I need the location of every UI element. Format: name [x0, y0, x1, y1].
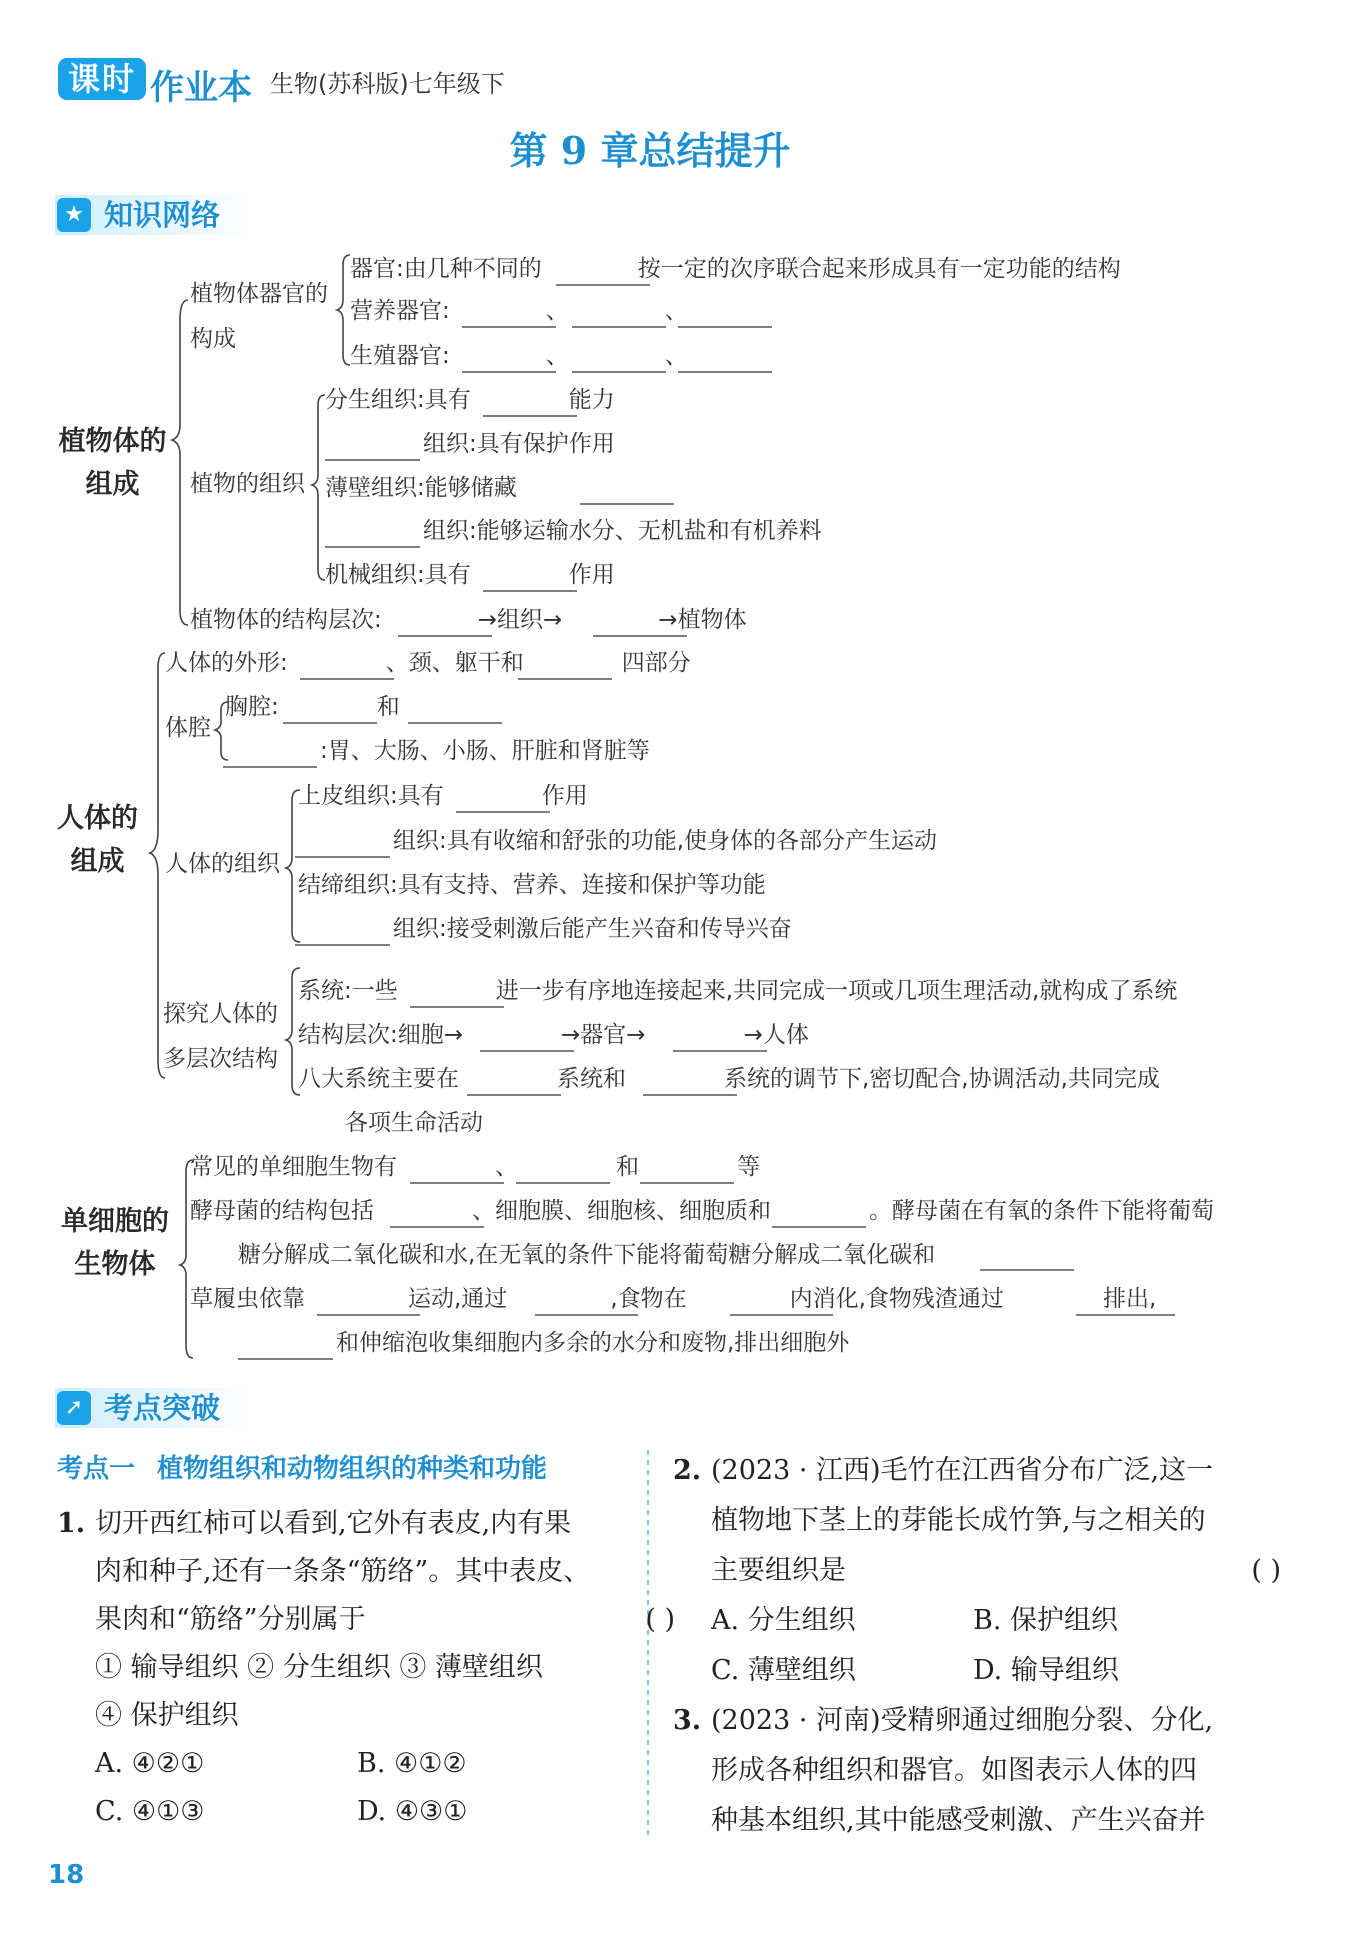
hlevels-text3: →人体: [743, 1022, 809, 1048]
explore-line1: 探究人体的: [163, 1001, 278, 1027]
levels-text: 植物体的结构层次:: [190, 607, 382, 633]
abdominal-cavity: :胃、大肠、小肠、肝脏和肾脏等: [320, 738, 650, 764]
q1-stem-line2: 肉和种子,还有一条条“筋络”。其中表皮、: [95, 1556, 591, 1587]
rep-organ-label: 生殖器官:: [350, 343, 450, 369]
parenchyma-item: 薄壁组织:能够储藏: [325, 475, 517, 501]
levels-text2: →组织→: [477, 607, 563, 633]
paramecium: [190, 1288, 1156, 1311]
subject-name: 生物(苏科版)七年级下: [270, 70, 505, 98]
q3-stem-line1: (2023 · 河南)受精卵通过细胞分裂、分化,: [711, 1705, 1214, 1736]
chapter-title: 第 9 章总结提升: [509, 128, 791, 173]
para-text2: 运动,通过: [408, 1286, 508, 1312]
human-title-line1: 人体的: [57, 803, 138, 834]
eight-systems: [298, 1068, 1160, 1091]
plant-tissue-label: 植物的组织: [190, 471, 305, 497]
q1-number: 1.: [57, 1508, 86, 1539]
human-composition-title: [45, 797, 150, 883]
separator: 、: [545, 298, 569, 324]
common-text2: 、: [495, 1154, 518, 1180]
separator: 、: [664, 298, 688, 324]
question-3: [673, 1696, 1213, 1846]
q2-stem-line2: 植物地下茎上的芽能长成竹笋,与之相关的: [711, 1505, 1206, 1536]
para-text4: 内消化,食物残渣通过: [789, 1286, 1004, 1312]
hlevels-text: 结构层次:细胞→: [298, 1022, 464, 1048]
human-levels: [298, 1024, 809, 1047]
shape-text2: 、颈、躯干和: [385, 650, 524, 676]
kaodian-title: 植物组织和动物组织的种类和功能: [157, 1454, 548, 1484]
para-text5: 排出,: [1102, 1286, 1157, 1312]
q2-answer-blank[interactable]: ( ): [1251, 1555, 1281, 1586]
section-title-exam: 考点突破: [104, 1391, 221, 1425]
human-tissue-label: 人体的组织: [165, 851, 280, 877]
mechanical-item: [325, 564, 615, 587]
veg-organ-label: 营养器官:: [350, 298, 450, 324]
separator: 、: [664, 343, 688, 369]
eight-text2: 系统和: [557, 1066, 626, 1092]
mech-text2: 作用: [568, 562, 615, 588]
q2-option-d[interactable]: D. 输导组织: [973, 1655, 1119, 1686]
muscle-item: 组织:具有收缩和舒张的功能,使身体的各部分产生运动: [393, 828, 938, 854]
q3-stem-line2: 形成各种组织和器官。如图表示人体的四: [711, 1755, 1197, 1786]
q1-stem-line3: 果肉和“筋络”分别属于: [95, 1604, 366, 1635]
common-text: 常见的单细胞生物有: [190, 1154, 397, 1180]
paramecium-cont: 和伸缩泡收集细胞内多余的水分和废物,排出细胞外: [336, 1330, 850, 1356]
q2-number: 2.: [673, 1455, 702, 1486]
shape-text: 人体的外形:: [165, 650, 288, 676]
levels-text3: →植物体: [658, 607, 747, 633]
plant-levels: [190, 609, 747, 632]
question-1: [57, 1500, 675, 1836]
shape-text3: 四部分: [621, 650, 691, 676]
common-text4: 等: [737, 1154, 760, 1180]
q1-stem-line1: 切开西红柿可以看到,它外有表皮,内有果: [95, 1508, 572, 1539]
meristem-text: 分生组织:具有: [325, 387, 471, 413]
common-single-cell: [190, 1156, 760, 1179]
nerve-item: 组织:接受刺激后能产生兴奋和传导兴奋: [393, 916, 792, 942]
q2-option-c[interactable]: C. 薄壁组织: [711, 1655, 856, 1686]
system-text: 系统:一些: [298, 978, 398, 1004]
star-icon: ★: [57, 198, 91, 232]
q2-option-a[interactable]: A. 分生组织: [711, 1605, 856, 1636]
chest-cavity: [225, 696, 400, 719]
chest-text: 胸腔:: [225, 694, 279, 720]
eight-text: 八大系统主要在: [298, 1066, 459, 1092]
vegetative-organs: [350, 300, 688, 323]
common-text3: 和: [616, 1154, 639, 1180]
section-title-knowledge: 知识网络: [104, 198, 221, 232]
organ-definition: [350, 258, 1121, 281]
series-name: 作业本: [150, 68, 252, 108]
plant-organ-label: [190, 272, 328, 362]
logo-text: 课时: [67, 60, 136, 98]
organ-label-line2: 构成: [190, 326, 236, 352]
meristem-item: [325, 389, 615, 412]
q1-option-b[interactable]: B. ④①②: [357, 1748, 467, 1779]
q1-option-c[interactable]: C. ④①③: [95, 1796, 205, 1827]
organ-def-text: 器官:由几种不同的: [350, 256, 542, 282]
epithelial-item: [298, 785, 588, 808]
q2-option-b[interactable]: B. 保护组织: [973, 1605, 1119, 1636]
q1-option-a[interactable]: A. ④②①: [95, 1748, 205, 1779]
q1-option-d[interactable]: D. ④③①: [357, 1796, 468, 1827]
epi-text: 上皮组织:具有: [298, 783, 444, 809]
q2-stem-line3: 主要组织是: [711, 1555, 846, 1586]
single-title-line2: 生物体: [74, 1249, 156, 1280]
system-text2: 进一步有序地连接起来,共同完成一项或几项生理活动,就构成了系统: [495, 978, 1178, 1004]
human-title-line2: 组成: [70, 846, 125, 877]
mech-text: 机械组织:具有: [325, 562, 471, 588]
reproductive-organs: [350, 345, 688, 368]
yeast-text: 酵母菌的结构包括: [190, 1198, 374, 1224]
meristem-text2: 能力: [568, 387, 615, 413]
question-2: [673, 1446, 1281, 1696]
single-title-line1: 单细胞的: [61, 1206, 169, 1237]
page-number: 18: [48, 1860, 85, 1890]
runner-icon: ➚: [57, 1391, 91, 1425]
single-cell-title: [55, 1200, 175, 1286]
yeast-structure-cont: 糖分解成二氧化碳和水,在无氧的条件下能将葡萄糖分解成二氧化碳和: [238, 1242, 936, 1268]
protective-item: 组织:具有保护作用: [423, 431, 615, 457]
q1-statements: ① 输导组织 ② 分生组织 ③ 薄壁组织: [95, 1652, 543, 1683]
plant-title-line1: 植物体的: [58, 426, 167, 457]
yeast-structure: [190, 1200, 1214, 1223]
conducting-item: 组织:能够运输水分、无机盐和有机养料: [423, 518, 822, 544]
yeast-text2: 、细胞膜、细胞核、细胞质和: [472, 1198, 771, 1224]
epi-text2: 作用: [541, 783, 588, 809]
body-shape: [165, 652, 691, 675]
explore-label: [163, 992, 278, 1082]
hlevels-text2: →器官→: [561, 1022, 646, 1048]
eight-systems-cont: 各项生命活动: [345, 1110, 483, 1136]
system-def: [298, 980, 1177, 1003]
q3-stem-line3: 种基本组织,其中能感受刺激、产生兴奋并: [711, 1805, 1206, 1836]
para-text: 草履虫依靠: [190, 1286, 305, 1312]
organ-def-text2: 按一定的次序联合起来形成具有一定功能的结构: [637, 256, 1121, 282]
eight-text3: 系统的调节下,密切配合,协调活动,共同完成: [724, 1066, 1160, 1092]
explore-line2: 多层次结构: [163, 1046, 278, 1072]
connective-item: 结缔组织:具有支持、营养、连接和保护等功能: [298, 872, 766, 898]
plant-title-line2: 组成: [85, 469, 140, 500]
q1-answer-blank[interactable]: ( ): [645, 1604, 675, 1635]
body-cavity-label: 体腔: [165, 715, 211, 741]
plant-composition-title: [55, 420, 170, 506]
yeast-text3: 。酵母菌在有氧的条件下能将葡萄: [869, 1198, 1214, 1224]
separator: 、: [545, 343, 569, 369]
chest-text2: 和: [376, 694, 400, 720]
q1-statements-2: ④ 保护组织: [95, 1700, 239, 1731]
organ-label-line1: 植物体器官的: [190, 281, 328, 307]
para-text3: ,食物在: [610, 1286, 687, 1312]
q3-number: 3.: [673, 1705, 702, 1736]
q2-stem-line1: (2023 · 江西)毛竹在江西省分布广泛,这一: [711, 1455, 1214, 1486]
kaodian-heading: [57, 1448, 547, 1485]
kaodian-label: 考点一: [57, 1454, 136, 1484]
